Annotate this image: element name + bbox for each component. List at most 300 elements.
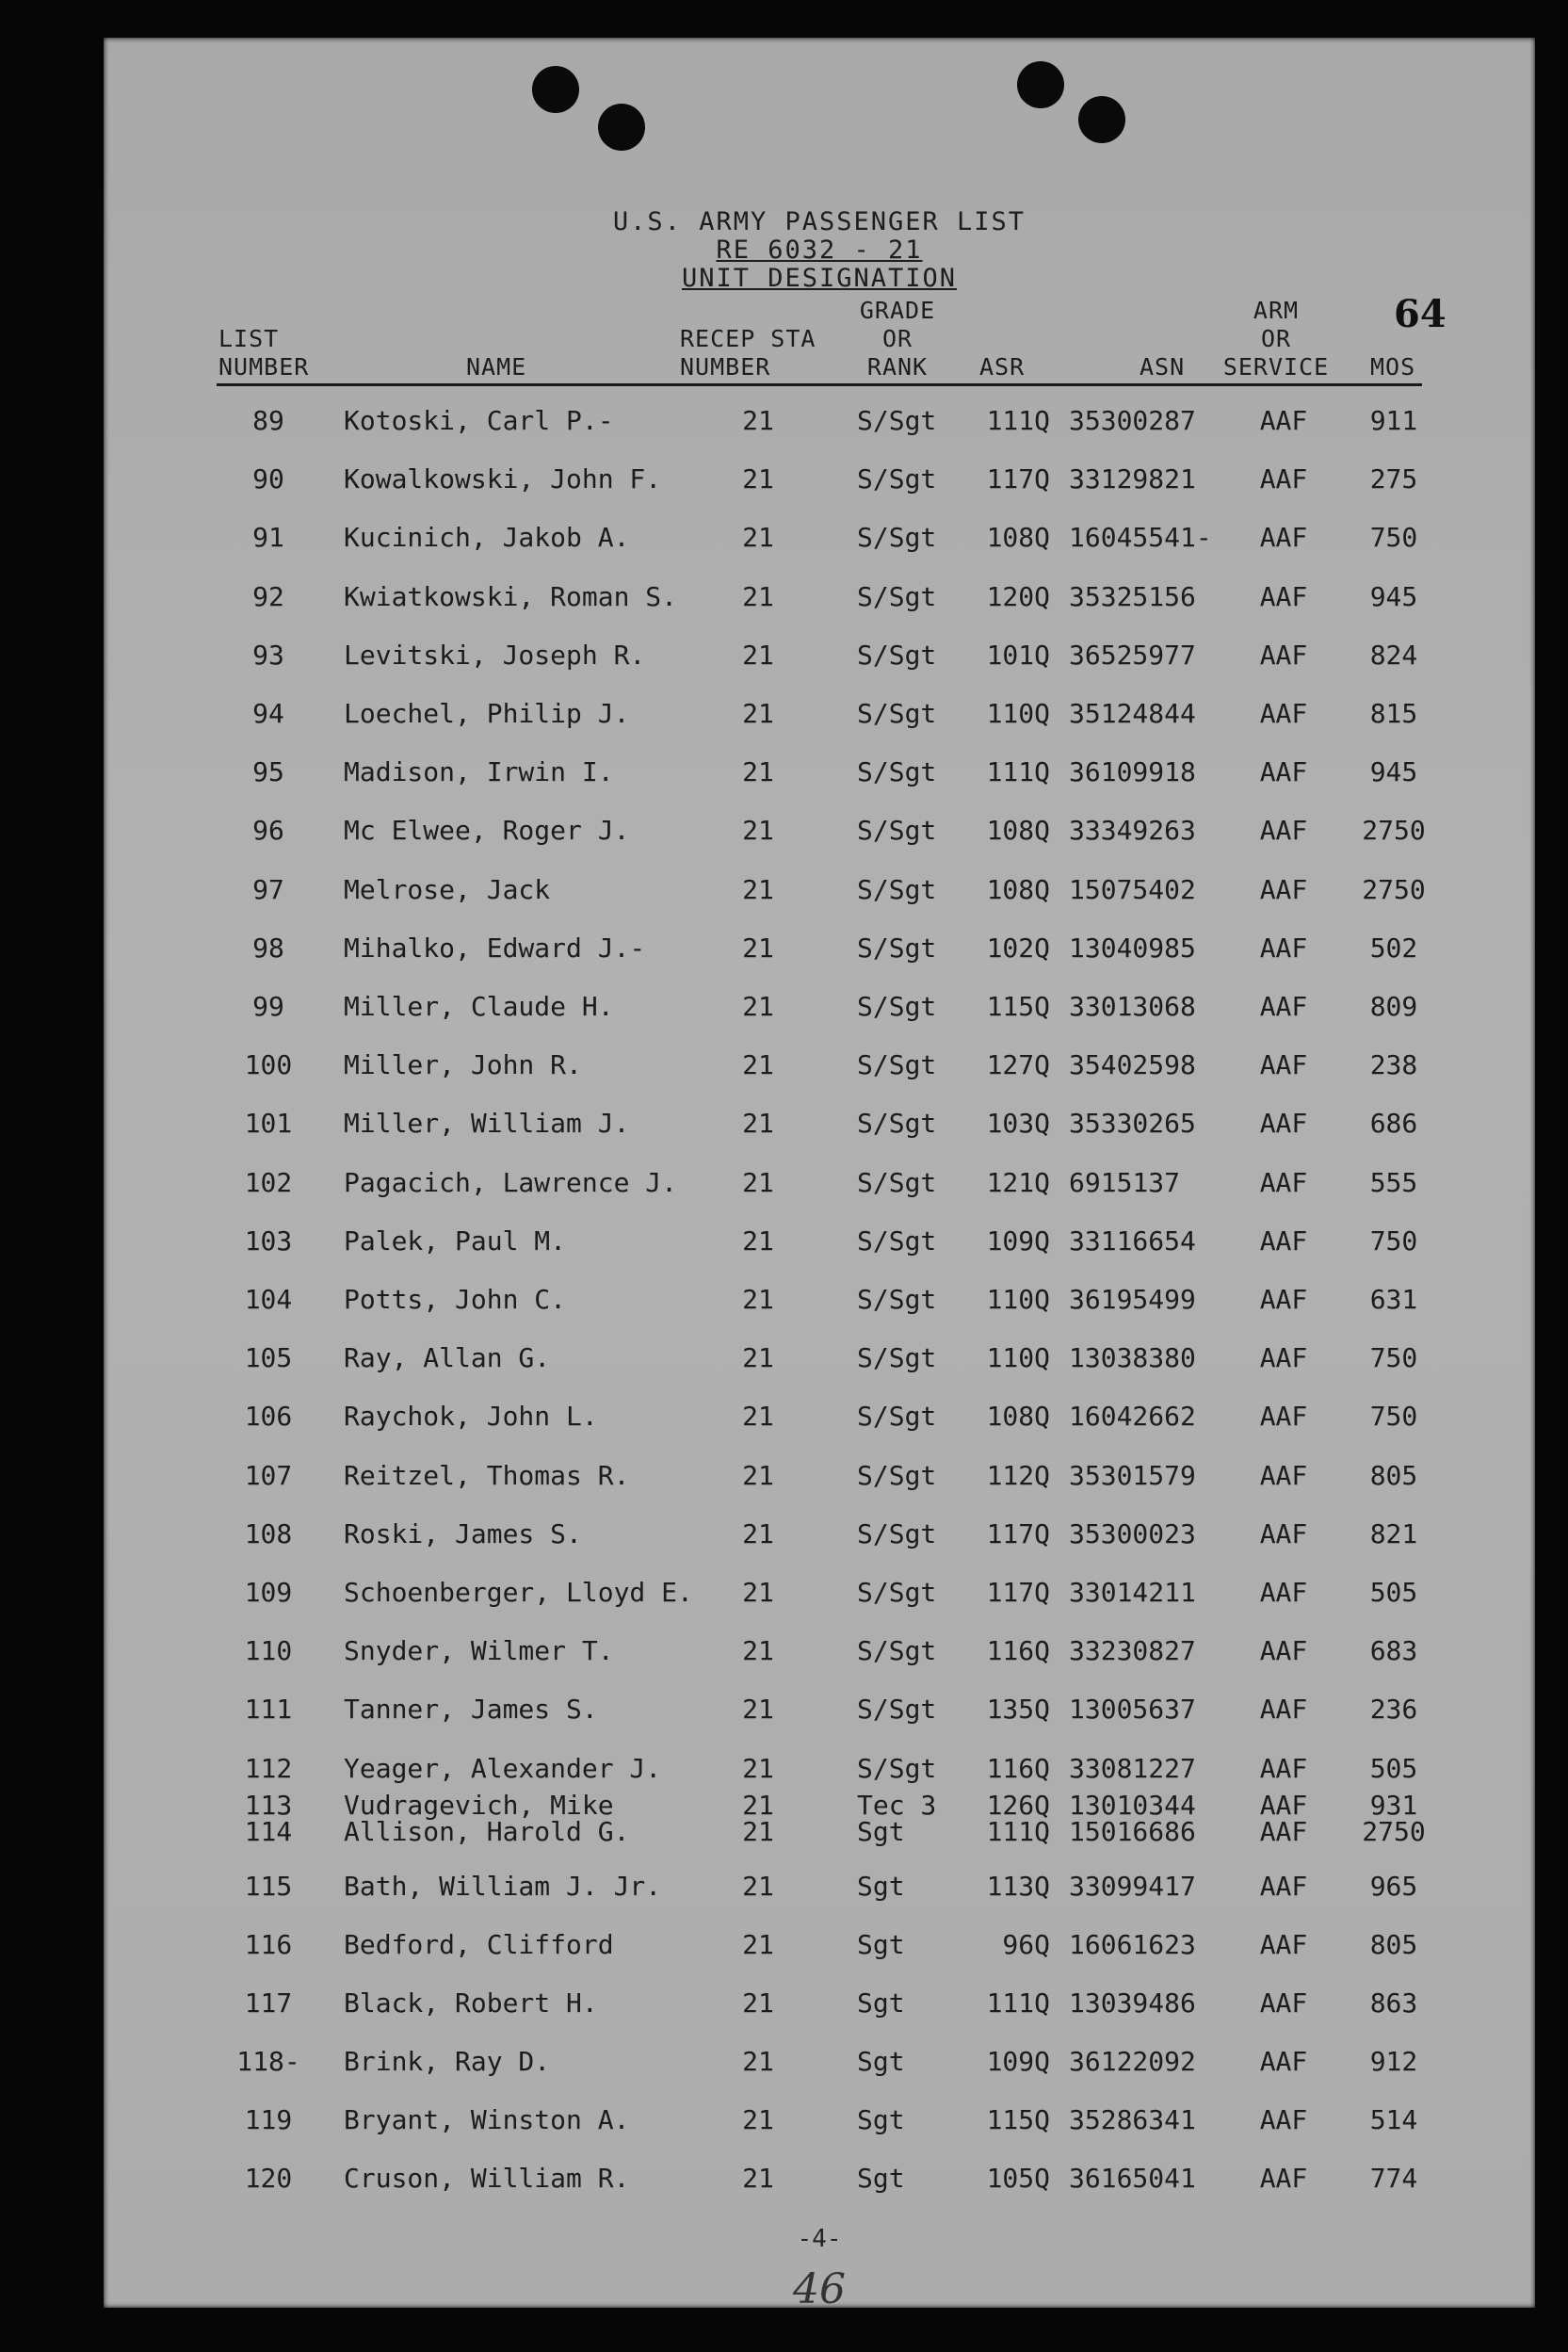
cell-asn: 33116654	[1069, 1225, 1196, 1257]
cell-rank: Sgt	[857, 1929, 905, 1960]
cell-asr: 110Q	[986, 1342, 1050, 1374]
cell-num: 107	[244, 1459, 293, 1491]
cell-mos: 863	[1369, 1987, 1418, 2019]
cell-name: Bryant, Winston A.	[344, 2104, 630, 2135]
cell-mos: 555	[1369, 1166, 1418, 1198]
cell-rank: S/Sgt	[857, 405, 937, 436]
cell-asr: 116Q	[986, 1635, 1050, 1667]
table-row	[104, 1225, 1535, 1263]
cell-asr: 111Q	[986, 756, 1050, 788]
cell-asn: 33349263	[1069, 815, 1196, 847]
cell-rank: S/Sgt	[857, 639, 937, 671]
cell-name: Miller, Claude H.	[344, 991, 614, 1022]
table-row	[104, 1635, 1535, 1673]
page-number: 64	[1394, 292, 1447, 336]
cell-num: 91	[252, 522, 284, 554]
cell-rank: S/Sgt	[857, 1049, 937, 1081]
table-row	[104, 2046, 1535, 2084]
cell-rank: S/Sgt	[857, 873, 937, 905]
col-recep-line1: RECEP STA	[680, 325, 816, 352]
cell-sta: 21	[742, 639, 774, 671]
document-title: U.S. ARMY PASSENGER LIST	[612, 207, 1026, 236]
table-row	[104, 1401, 1535, 1438]
col-arm-line2: OR	[1260, 325, 1292, 352]
cell-asn: 6915137	[1069, 1166, 1181, 1198]
cell-rank: Sgt	[857, 2046, 905, 2077]
cell-num: 109	[244, 1577, 293, 1608]
cell-rank: S/Sgt	[857, 1694, 937, 1726]
cell-rank: S/Sgt	[857, 1401, 937, 1433]
cell-sta: 21	[742, 698, 774, 729]
cell-arm: AAF	[1259, 1401, 1308, 1433]
cell-mos: 965	[1369, 1871, 1418, 1902]
cell-asr: 110Q	[986, 1284, 1050, 1315]
cell-num: 97	[252, 873, 284, 905]
col-mos: MOS	[1370, 353, 1416, 381]
cell-arm: AAF	[1259, 1790, 1308, 1821]
cell-asn: 35286341	[1069, 2104, 1196, 2135]
cell-mos: 631	[1369, 1284, 1418, 1315]
cell-rank: S/Sgt	[857, 932, 937, 964]
cell-arm: AAF	[1259, 405, 1308, 436]
header-rule	[217, 383, 1422, 386]
cell-asr: 111Q	[986, 1816, 1050, 1847]
cell-rank: S/Sgt	[857, 1752, 937, 1784]
cell-arm: AAF	[1259, 522, 1308, 554]
cell-sta: 21	[742, 463, 774, 495]
table-row	[104, 1753, 1535, 1791]
cell-mos: 686	[1369, 1108, 1418, 1140]
cell-mos: 505	[1369, 1752, 1418, 1784]
cell-asr: 135Q	[986, 1694, 1050, 1726]
cell-num: 102	[244, 1166, 293, 1198]
cell-asn: 16045541-	[1069, 522, 1212, 554]
cell-arm: AAF	[1259, 1049, 1308, 1081]
cell-arm: AAF	[1259, 1635, 1308, 1667]
cell-arm: AAF	[1259, 2104, 1308, 2135]
cell-mos: 502	[1369, 932, 1418, 964]
cell-rank: S/Sgt	[857, 522, 937, 554]
cell-rank: S/Sgt	[857, 991, 937, 1022]
table-row	[104, 1167, 1535, 1205]
cell-rank: S/Sgt	[857, 580, 937, 612]
cell-asn: 33013068	[1069, 991, 1196, 1022]
cell-asn: 36165041	[1069, 2163, 1196, 2194]
cell-name: Bath, William J. Jr.	[344, 1871, 662, 1902]
cell-asn: 13005637	[1069, 1694, 1196, 1726]
cell-asn: 36122092	[1069, 2046, 1196, 2077]
cell-num: 105	[244, 1342, 293, 1374]
cell-name: Mc Elwee, Roger J.	[344, 815, 630, 847]
cell-mos: 805	[1369, 1459, 1418, 1491]
punch-hole	[1078, 96, 1125, 143]
cell-arm: AAF	[1259, 698, 1308, 729]
cell-mos: 912	[1369, 2046, 1418, 2077]
cell-num: 106	[244, 1401, 293, 1433]
cell-rank: S/Sgt	[857, 1284, 937, 1315]
cell-asn: 33014211	[1069, 1577, 1196, 1608]
cell-mos: 683	[1369, 1635, 1418, 1667]
cell-sta: 21	[742, 1871, 774, 1902]
cell-mos: 2750	[1362, 1816, 1426, 1847]
cell-mos: 750	[1369, 1225, 1418, 1257]
cell-num: 90	[252, 463, 284, 495]
cell-sta: 21	[742, 1108, 774, 1140]
table-row	[104, 1871, 1535, 1908]
cell-num: 114	[244, 1816, 293, 1847]
cell-num: 103	[244, 1225, 293, 1257]
cell-sta: 21	[742, 1929, 774, 1960]
cell-mos: 911	[1369, 405, 1418, 436]
cell-asn: 15075402	[1069, 873, 1196, 905]
cell-arm: AAF	[1259, 756, 1308, 788]
cell-arm: AAF	[1259, 1284, 1308, 1315]
cell-asn: 33129821	[1069, 463, 1196, 495]
cell-sta: 21	[742, 1694, 774, 1726]
cell-mos: 815	[1369, 698, 1418, 729]
cell-name: Loechel, Philip J.	[344, 698, 630, 729]
col-arm-line3: SERVICE	[1222, 353, 1330, 381]
cell-asn: 35301579	[1069, 1459, 1196, 1491]
table-row	[104, 756, 1535, 794]
table-row	[104, 933, 1535, 970]
cell-sta: 21	[742, 522, 774, 554]
cell-rank: Sgt	[857, 1987, 905, 2019]
cell-sta: 21	[742, 1225, 774, 1257]
cell-asr: 117Q	[986, 463, 1050, 495]
cell-asn: 33081227	[1069, 1752, 1196, 1784]
cell-mos: 275	[1369, 463, 1418, 495]
cell-sta: 21	[742, 1517, 774, 1549]
cell-sta: 21	[742, 1342, 774, 1374]
cell-asr: 121Q	[986, 1166, 1050, 1198]
cell-num: 94	[252, 698, 284, 729]
cell-num: 117	[244, 1987, 293, 2019]
cell-sta: 21	[742, 991, 774, 1022]
cell-arm: AAF	[1259, 1752, 1308, 1784]
table-row	[104, 1987, 1535, 2025]
table-row	[104, 1816, 1535, 1854]
cell-num: 100	[244, 1049, 293, 1081]
cell-asr: 110Q	[986, 698, 1050, 729]
cell-arm: AAF	[1259, 2163, 1308, 2194]
cell-arm: AAF	[1259, 1459, 1308, 1491]
cell-name: Tanner, James S.	[344, 1694, 598, 1726]
cell-sta: 21	[742, 1816, 774, 1847]
cell-arm: AAF	[1259, 639, 1308, 671]
cell-asr: 112Q	[986, 1459, 1050, 1491]
cell-name: Black, Robert H.	[344, 1987, 598, 2019]
cell-asr: 111Q	[986, 1987, 1050, 2019]
cell-mos: 945	[1369, 756, 1418, 788]
cell-asn: 35325156	[1069, 580, 1196, 612]
cell-sta: 21	[742, 2163, 774, 2194]
cell-arm: AAF	[1259, 1694, 1308, 1726]
cell-mos: 236	[1369, 1694, 1418, 1726]
cell-rank: S/Sgt	[857, 1108, 937, 1140]
table-row	[104, 1929, 1535, 1967]
cell-asn: 13039486	[1069, 1987, 1196, 2019]
cell-rank: Sgt	[857, 2104, 905, 2135]
table-row	[104, 405, 1535, 443]
col-grade	[855, 297, 940, 381]
cell-asn: 13010344	[1069, 1790, 1196, 1821]
document-sheet	[104, 38, 1535, 2313]
cell-asn: 36195499	[1069, 1284, 1196, 1315]
cell-sta: 21	[742, 1459, 774, 1491]
cell-rank: S/Sgt	[857, 1225, 937, 1257]
cell-name: Roski, James S.	[344, 1517, 582, 1549]
cell-mos: 2750	[1362, 815, 1426, 847]
cell-arm: AAF	[1259, 1108, 1308, 1140]
cell-mos: 931	[1369, 1790, 1418, 1821]
cell-arm: AAF	[1259, 873, 1308, 905]
col-recep-line2: NUMBER	[680, 353, 771, 381]
cell-num: 104	[244, 1284, 293, 1315]
cell-arm: AAF	[1259, 1166, 1308, 1198]
cell-sta: 21	[742, 1284, 774, 1315]
cell-arm: AAF	[1259, 1225, 1308, 1257]
cell-sta: 21	[742, 1166, 774, 1198]
table-row	[104, 1049, 1535, 1087]
col-list-line1: LIST	[218, 325, 280, 352]
cell-asn: 35124844	[1069, 698, 1196, 729]
document-subtitle: RE 6032 - 21	[716, 235, 923, 265]
cell-mos: 805	[1369, 1929, 1418, 1960]
cell-asr: 120Q	[986, 580, 1050, 612]
cell-rank: S/Sgt	[857, 815, 937, 847]
table-row	[104, 522, 1535, 560]
cell-asn: 35300023	[1069, 1517, 1196, 1549]
cell-sta: 21	[742, 2104, 774, 2135]
cell-sta: 21	[742, 873, 774, 905]
cell-mos: 824	[1369, 639, 1418, 671]
cell-name: Levitski, Joseph R.	[344, 639, 646, 671]
cell-asn: 36525977	[1069, 639, 1196, 671]
cell-asn: 13038380	[1069, 1342, 1196, 1374]
cell-name: Reitzel, Thomas R.	[344, 1459, 630, 1491]
cell-asr: 115Q	[986, 991, 1050, 1022]
cell-num: 115	[244, 1871, 293, 1902]
cell-rank: S/Sgt	[857, 698, 937, 729]
cell-rank: S/Sgt	[857, 1166, 937, 1198]
cell-sta: 21	[742, 1752, 774, 1784]
cell-num: 120	[244, 2163, 293, 2194]
col-arm	[1205, 297, 1347, 381]
cell-mos: 2750	[1362, 873, 1426, 905]
cell-name: Mihalko, Edward J.-	[344, 932, 646, 964]
cell-rank: S/Sgt	[857, 1459, 937, 1491]
table-row	[104, 463, 1535, 501]
cell-asr: 103Q	[986, 1108, 1050, 1140]
cell-mos: 809	[1369, 991, 1418, 1022]
table-row	[104, 874, 1535, 912]
cell-name: Brink, Ray D.	[344, 2046, 551, 2077]
table-row	[104, 581, 1535, 619]
cell-sta: 21	[742, 932, 774, 964]
cell-arm: AAF	[1259, 1342, 1308, 1374]
cell-asr: 109Q	[986, 1225, 1050, 1257]
table-row	[104, 1284, 1535, 1322]
cell-sta: 21	[742, 405, 774, 436]
cell-sta: 21	[742, 1577, 774, 1608]
cell-mos: 945	[1369, 580, 1418, 612]
unit-designation: UNIT DESIGNATION	[681, 264, 958, 293]
cell-rank: Tec 3	[857, 1790, 937, 1821]
cell-num: 95	[252, 756, 284, 788]
cell-asr: 108Q	[986, 873, 1050, 905]
cell-rank: Sgt	[857, 1816, 905, 1847]
cell-name: Melrose, Jack	[344, 873, 551, 905]
col-recep-sta	[680, 325, 816, 381]
cell-name: Schoenberger, Lloyd E.	[344, 1577, 693, 1608]
table-row	[104, 1518, 1535, 1556]
cell-asr: 111Q	[986, 405, 1050, 436]
cell-asr: 96Q	[1002, 1929, 1050, 1960]
cell-asr: 108Q	[986, 815, 1050, 847]
col-asr: ASR	[979, 353, 1026, 381]
cell-name: Ray, Allan G.	[344, 1342, 551, 1374]
cell-arm: AAF	[1259, 991, 1308, 1022]
cell-name: Allison, Harold G.	[344, 1816, 630, 1847]
cell-asr: 116Q	[986, 1752, 1050, 1784]
cell-mos: 238	[1369, 1049, 1418, 1081]
table-row	[104, 815, 1535, 852]
cell-asn: 16061623	[1069, 1929, 1196, 1960]
col-arm-line1: ARM	[1253, 297, 1300, 324]
cell-asr: 109Q	[986, 2046, 1050, 2077]
cell-arm: AAF	[1259, 1517, 1308, 1549]
table-row	[104, 1577, 1535, 1614]
cell-asn: 35330265	[1069, 1108, 1196, 1140]
cell-asr: 105Q	[986, 2163, 1050, 2194]
cell-asn: 33230827	[1069, 1635, 1196, 1667]
cell-name: Cruson, William R.	[344, 2163, 630, 2194]
cell-sta: 21	[742, 2046, 774, 2077]
cell-asr: 117Q	[986, 1517, 1050, 1549]
cell-arm: AAF	[1259, 815, 1308, 847]
cell-rank: S/Sgt	[857, 1517, 937, 1549]
cell-mos: 774	[1369, 2163, 1418, 2194]
table-row	[104, 1694, 1535, 1731]
cell-name: Potts, John C.	[344, 1284, 567, 1315]
cell-asr: 102Q	[986, 932, 1050, 964]
cell-rank: S/Sgt	[857, 1577, 937, 1608]
cell-asn: 33099417	[1069, 1871, 1196, 1902]
col-grade-line3: RANK	[866, 353, 929, 381]
cell-num: 99	[252, 991, 284, 1022]
cell-name: Raychok, John L.	[344, 1401, 598, 1433]
cell-num: 108	[244, 1517, 293, 1549]
cell-num: 110	[244, 1635, 293, 1667]
cell-name: Kotoski, Carl P.-	[344, 405, 614, 436]
cell-num: 111	[244, 1694, 293, 1726]
cell-num: 92	[252, 580, 284, 612]
cell-sta: 21	[742, 1635, 774, 1667]
cell-asr: 108Q	[986, 1401, 1050, 1433]
col-list-number	[218, 325, 309, 381]
col-asn: ASN	[1140, 353, 1186, 381]
cell-mos: 821	[1369, 1517, 1418, 1549]
cell-name: Madison, Irwin I.	[344, 756, 614, 788]
cell-name: Kwiatkowski, Roman S.	[344, 580, 678, 612]
cell-name: Miller, William J.	[344, 1108, 630, 1140]
cell-asr: 117Q	[986, 1577, 1050, 1608]
cell-num: 89	[252, 405, 284, 436]
cell-asn: 13040985	[1069, 932, 1196, 964]
cell-sta: 21	[742, 580, 774, 612]
cell-num: 96	[252, 815, 284, 847]
cell-sta: 21	[742, 1049, 774, 1081]
cell-name: Palek, Paul M.	[344, 1225, 567, 1257]
table-row	[104, 1342, 1535, 1380]
cell-name: Bedford, Clifford	[344, 1929, 614, 1960]
cell-mos: 750	[1369, 1342, 1418, 1374]
cell-num: 119	[244, 2104, 293, 2135]
cell-asn: 15016686	[1069, 1816, 1196, 1847]
cell-rank: Sgt	[857, 1871, 905, 1902]
cell-sta: 21	[742, 1987, 774, 2019]
cell-sta: 21	[742, 756, 774, 788]
cell-arm: AAF	[1259, 1577, 1308, 1608]
cell-asr: 126Q	[986, 1790, 1050, 1821]
cell-num: 113	[244, 1790, 293, 1821]
cell-name: Snyder, Wilmer T.	[344, 1635, 614, 1667]
cell-rank: S/Sgt	[857, 1342, 937, 1374]
cell-rank: Sgt	[857, 2163, 905, 2194]
col-list-line2: NUMBER	[218, 353, 310, 381]
cell-num: 98	[252, 932, 284, 964]
cell-arm: AAF	[1259, 1987, 1308, 2019]
cell-asn: 35300287	[1069, 405, 1196, 436]
handwritten-number: 46	[793, 2265, 846, 2313]
cell-name: Kowalkowski, John F.	[344, 463, 662, 495]
cell-rank: S/Sgt	[857, 756, 937, 788]
cell-asn: 35402598	[1069, 1049, 1196, 1081]
cell-sta: 21	[742, 815, 774, 847]
table-row	[104, 991, 1535, 1029]
table-row	[104, 2163, 1535, 2200]
cell-arm: AAF	[1259, 2046, 1308, 2077]
cell-arm: AAF	[1259, 1816, 1308, 1847]
cell-name: Yeager, Alexander J.	[344, 1752, 662, 1784]
cell-num: 116	[244, 1929, 293, 1960]
cell-sta: 21	[742, 1790, 774, 1821]
cell-sta: 21	[742, 1401, 774, 1433]
cell-asr: 127Q	[986, 1049, 1050, 1081]
cell-rank: S/Sgt	[857, 1635, 937, 1667]
cell-asn: 16042662	[1069, 1401, 1196, 1433]
cell-arm: AAF	[1259, 580, 1308, 612]
cell-num: 101	[244, 1108, 293, 1140]
cell-name: Kucinich, Jakob A.	[344, 522, 630, 554]
cell-num: 112	[244, 1752, 293, 1784]
cell-asr: 101Q	[986, 639, 1050, 671]
col-grade-line1: GRADE	[859, 297, 936, 324]
cell-name: Miller, John R.	[344, 1049, 582, 1081]
cell-asr: 108Q	[986, 522, 1050, 554]
col-name: NAME	[466, 353, 527, 381]
cell-arm: AAF	[1259, 932, 1308, 964]
cell-mos: 505	[1369, 1577, 1418, 1608]
cell-mos: 750	[1369, 1401, 1418, 1433]
cell-mos: 514	[1369, 2104, 1418, 2135]
table-row	[104, 2104, 1535, 2142]
table-row	[104, 1460, 1535, 1498]
punch-hole	[1017, 61, 1064, 108]
cell-asr: 113Q	[986, 1871, 1050, 1902]
cell-name: Pagacich, Lawrence J.	[344, 1166, 678, 1198]
